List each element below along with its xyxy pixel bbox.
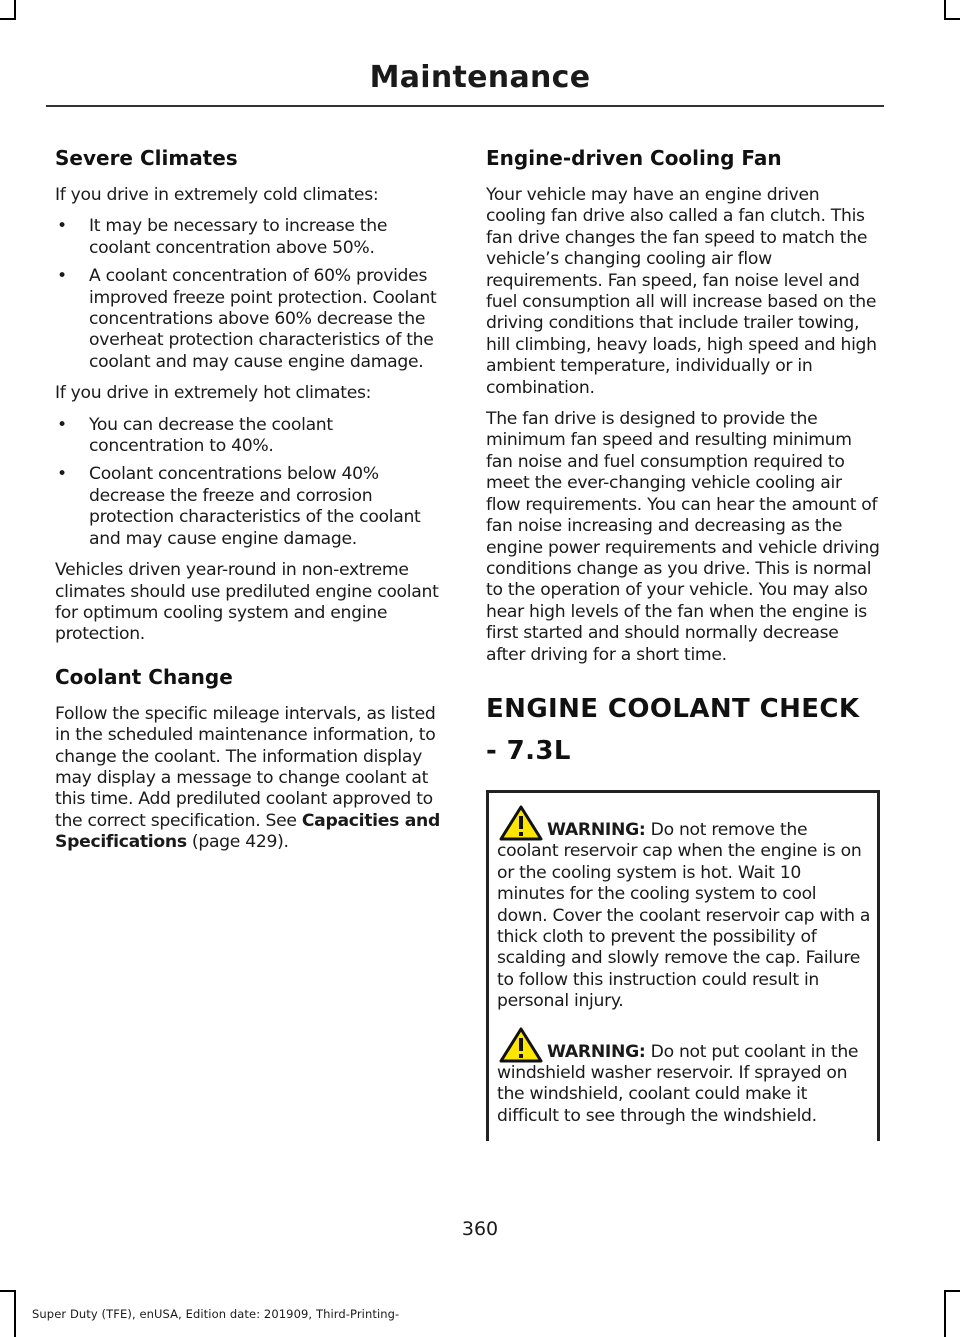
list-item-text: Coolant concentrations below 40% decrease the freeze and corrosion protection characteristics of the coolant and may cause engine damage. <box>89 464 421 549</box>
warning-1-paragraph <box>497 805 871 1013</box>
cooling-fan-paragraph-2: The fan drive is designed to provide the minimum fan speed and resulting minimum fan noise and fuel consumption required to meet the ever-changing vehicle cooling air flow requirements. You can hear the amount of fan noise increasing and decreasing as the engine power requirements and vehicle driving conditions change as you drive. This is normal to the operation of your vehicle. You may also hear high levels of the fan when the engine is first started and should normally decrease after driving for a short time. <box>486 409 880 665</box>
crop-mark-top-right-horizontal <box>944 18 960 20</box>
list-item <box>55 464 447 550</box>
page-reference: (page 429). <box>186 832 289 853</box>
crop-mark-bottom-left-horizontal <box>0 1290 16 1292</box>
crop-mark-top-left-horizontal <box>0 18 16 20</box>
bullet-icon: • <box>57 464 67 485</box>
cooling-fan-heading: Engine-driven Cooling Fan <box>486 146 782 170</box>
coolant-change-heading: Coolant Change <box>55 664 233 689</box>
severe-climates-heading: Severe Climates <box>55 146 238 170</box>
warning-text: Do not remove the coolant reservoir cap when the engine is on or the cooling system is hot. Wait 10 minutes for the cooling system to cool down. Cover the coolant reservoir cap with a thick cloth to prevent the possibility of scalding and slowly remove the cap. Failure to follow this instruction could result in personal injury. <box>497 819 871 1012</box>
cold-climates-list <box>55 216 447 373</box>
cold-climates-intro: If you drive in extremely cold climates: <box>55 185 379 205</box>
page-number: 360 <box>461 1218 499 1240</box>
warning-text: Do not put coolant in the windshield washer reservoir. If sprayed on the windshield, coolant could make it difficult to see through the windshield. <box>497 1041 859 1126</box>
warning-triangle-icon <box>499 805 543 841</box>
hot-climates-list <box>55 415 447 550</box>
severe-climates-section <box>55 145 447 646</box>
warning-triangle-icon <box>499 1027 543 1063</box>
list-item-text: A coolant concentration of 60% provides improved freeze point protection. Coolant concentrations above 60% decrease the overheat protection characteristics of the coolant and may cause engine damage. <box>89 266 437 372</box>
left-column <box>55 145 447 872</box>
cooling-fan-paragraph-1: Your vehicle may have an engine driven cooling fan drive also called a fan clutch. This fan drive changes the fan speed to match the vehicle’s changing cooling air flow requirements. Fan speed, fan noise level and fuel consumption all will increase based on the driving conditions that include trailer towing, hill climbing, heavy loads, high speed and high ambient temperature, individually or in combination. <box>486 185 877 398</box>
warning-2-paragraph <box>497 1027 871 1128</box>
hot-climates-intro: If you drive in extremely hot climates: <box>55 383 372 404</box>
year-round-paragraph: Vehicles driven year-round in non-extreme climates should use prediluted engine coolant for optimum cooling system and engine protection. <box>55 560 439 645</box>
coolant-check-section <box>486 688 880 1141</box>
warning-2 <box>497 1027 871 1128</box>
footer-edition-info: Super Duty (TFE), enUSA, Edition date: 201909, Third-Printing- <box>32 1307 400 1321</box>
warning-label: WARNING: <box>547 819 646 840</box>
right-column <box>486 145 880 1141</box>
crop-mark-bottom-right-vertical <box>944 1290 946 1337</box>
list-item-text: It may be necessary to increase the coolant concentration above 50%. <box>89 216 388 258</box>
crop-mark-top-right-vertical <box>944 0 946 20</box>
bullet-icon: • <box>57 216 67 237</box>
page-header-title: Maintenance <box>369 60 591 95</box>
list-item <box>55 216 447 259</box>
warning-label: WARNING: <box>547 1041 646 1062</box>
bullet-icon: • <box>57 266 67 287</box>
list-item-text: You can decrease the coolant concentration to 40%. <box>89 414 333 457</box>
warning-box <box>486 790 880 1141</box>
crop-mark-bottom-right-horizontal <box>944 1290 960 1292</box>
coolant-change-paragraph <box>55 704 447 854</box>
coolant-change-section <box>55 664 447 854</box>
list-item <box>55 266 447 373</box>
coolant-change-text: Follow the specific mileage intervals, as listed in the scheduled maintenance information, to change the coolant. The information display may display a message to change coolant at this time. Add prediluted coolant approved to the correct specification. See <box>55 703 436 831</box>
warning-1 <box>497 805 871 1013</box>
crop-mark-top-left-vertical <box>14 0 16 20</box>
bullet-icon: • <box>57 414 67 435</box>
header-divider <box>46 105 884 107</box>
coolant-check-heading: ENGINE COOLANT CHECK - 7.3L <box>486 693 860 766</box>
capacities-link[interactable]: Capacities and Specifications <box>55 810 440 853</box>
list-item <box>55 415 447 458</box>
cooling-fan-section <box>486 145 880 666</box>
crop-mark-bottom-left-vertical <box>14 1290 16 1337</box>
